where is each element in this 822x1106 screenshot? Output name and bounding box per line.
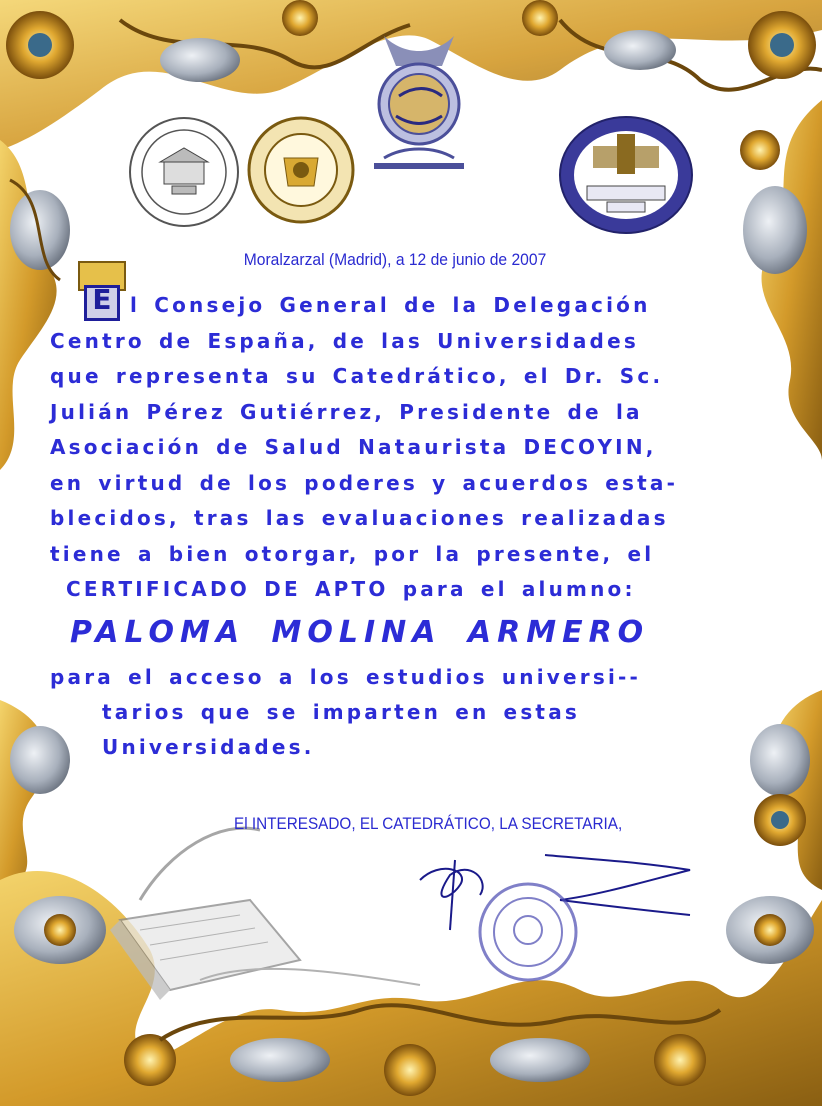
tail-line: Universidades. — [102, 735, 315, 759]
body-line: l Consejo General de la Delegación — [130, 293, 651, 317]
body-line: en virtud de los poderes y acuerdos esta- — [50, 470, 679, 495]
book-illustration — [110, 828, 420, 1000]
tail-line: tarios que se imparten en estas — [102, 700, 580, 724]
frame-bottom — [0, 871, 822, 1106]
certificate-tail — [50, 660, 790, 765]
body-line: tiene a bien otorgar, por la presente, el — [50, 541, 655, 566]
body-line: Centro de España, de las Universidades — [50, 328, 639, 353]
premio-oro-excellence-seal — [557, 114, 695, 236]
certificate-body — [50, 288, 820, 608]
salud-naturista-decoyin-logo — [364, 26, 474, 186]
body-line: que representa su Catedrático, el Dr. Sc. — [50, 364, 664, 388]
seal-icon — [128, 116, 240, 228]
date-line: Moralzarzal (Madrid), a 12 de junio de 2007 — [243, 250, 547, 269]
tail-line: para el acceso a los estudios universi-- — [50, 665, 642, 689]
seal-icon — [244, 114, 358, 226]
body-line: CERTIFICADO DE APTO para el alumno: — [66, 577, 636, 601]
drop-cap-letter: E — [92, 283, 112, 316]
student-name: PALOMA MOLINA ARMERO — [70, 615, 650, 650]
signature-caption: El INTERESADO, EL CATEDRÁTICO, LA SECRETARIA, — [234, 814, 623, 833]
body-line: blecidos, tras las evaluaciones realizadas — [50, 506, 669, 530]
decoyin-stamp — [474, 880, 582, 984]
body-line: Julián Pérez Gutiérrez, Presidente de la — [50, 399, 643, 424]
body-line: Asociación de Salud Nataurista DECOYIN, — [50, 435, 657, 459]
